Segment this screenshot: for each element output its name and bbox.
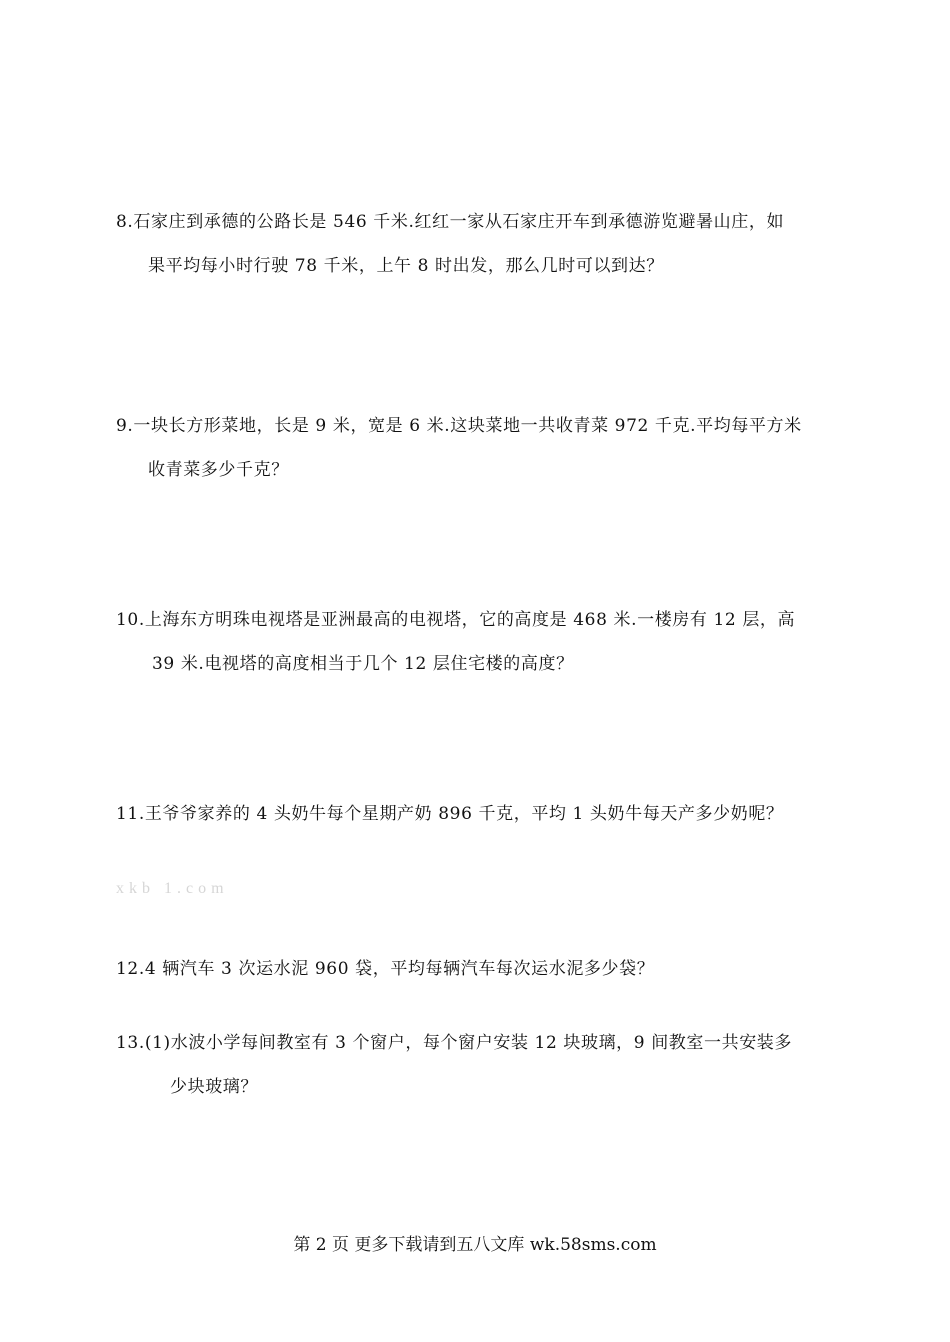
question-9-line-1: 9.一块长方形菜地，长是 9 米，宽是 6 米.这块菜地一共收青菜 972 千克.平均每平方米 bbox=[116, 416, 802, 436]
question-9-line-2: 收青菜多少千克？ bbox=[148, 460, 289, 480]
question-13-line-1: 13.(1)水波小学每间教室有 3 个窗户，每个窗户安装 12 块玻璃，9 间教室一共安装多 bbox=[116, 1033, 792, 1053]
watermark-text: xkb 1.com bbox=[116, 880, 229, 897]
question-10-line-2: 39 米.电视塔的高度相当于几个 12 层住宅楼的高度？ bbox=[152, 654, 574, 674]
question-12-line-1: 12.4 辆汽车 3 次运水泥 960 袋，平均每辆汽车每次运水泥多少袋？ bbox=[116, 959, 655, 979]
question-8-line-2: 果平均每小时行驶 78 千米，上午 8 时出发，那么几时可以到达？ bbox=[148, 256, 664, 276]
question-10-line-1: 10.上海东方明珠电视塔是亚洲最高的电视塔，它的高度是 468 米.一楼房有 12 层，高 bbox=[116, 610, 796, 630]
question-13-line-2: 少块玻璃？ bbox=[170, 1077, 258, 1097]
page-footer: 第 2 页 更多下载请到五八文库 wk.58sms.com bbox=[293, 1235, 657, 1255]
question-8-line-1: 8.石家庄到承德的公路长是 546 千米.红红一家从石家庄开车到承德游览避暑山庄，如 bbox=[116, 212, 785, 232]
question-11-line-1: 11.王爷爷家养的 4 头奶牛每个星期产奶 896 千克，平均 1 头奶牛每天产多少奶呢？ bbox=[116, 804, 784, 824]
